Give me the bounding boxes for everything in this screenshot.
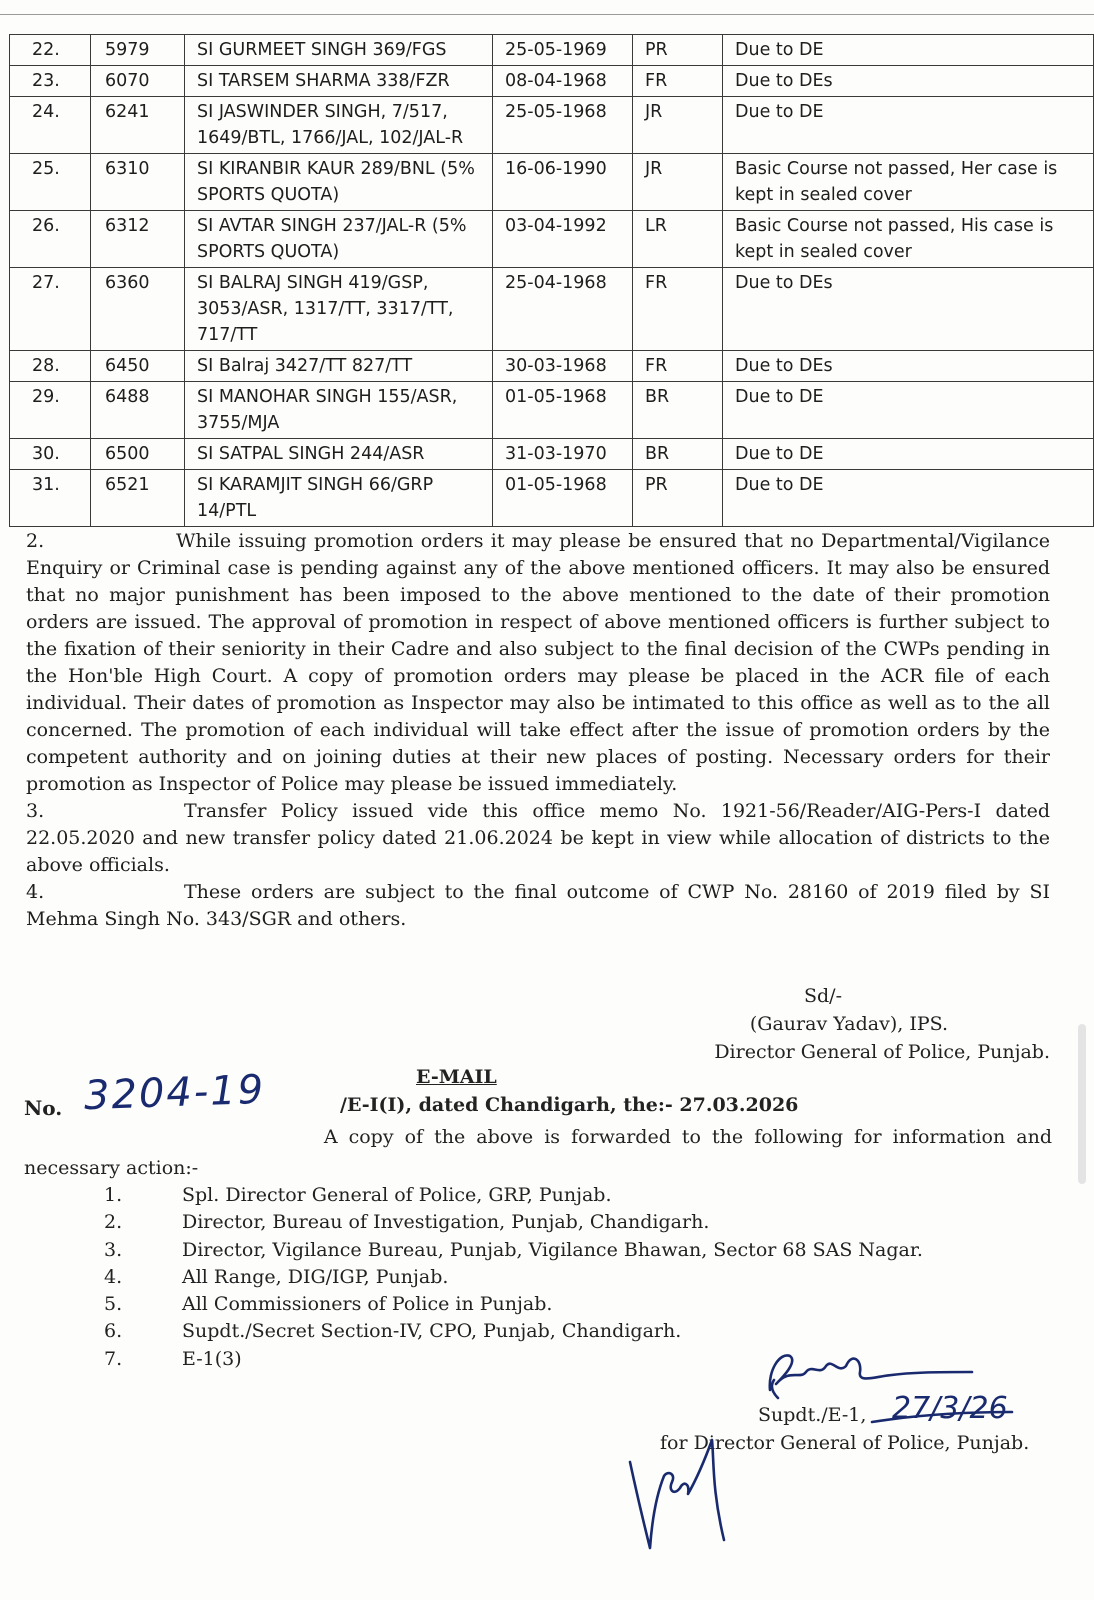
handwritten-date: 27/3/26	[892, 1391, 1008, 1426]
recipient-text: All Range, DIG/IGP, Punjab.	[182, 1265, 449, 1288]
employee-id-cell: 6521	[91, 470, 185, 527]
serial-number-cell: 30.	[10, 439, 91, 470]
range-code-cell: LR	[633, 211, 723, 268]
serial-number-cell: 26.	[10, 211, 91, 268]
remarks-cell: Due to DE	[723, 97, 1094, 154]
serial-number-cell: 25.	[10, 154, 91, 211]
officer-name-cell: SI KARAMJIT SINGH 66/GRP 14/PTL	[185, 470, 493, 527]
supdt-label: Supdt./E-1,	[758, 1404, 867, 1426]
recipient-number: 6.	[104, 1320, 123, 1343]
signatory-name: (Gaurav Yadav), IPS.	[749, 1013, 948, 1035]
recipient-text: Director, Bureau of Investigation, Punjab, Chandigarh.	[182, 1211, 710, 1234]
paragraph-text: While issuing promotion orders it may please be ensured that no Departmental/Vigilance Enquiry or Criminal case is pending against any of the above mentioned officers. It may also be ensured that no major punishment has been imposed to the above mentioned to the date of their promotion orders are issued. The approval of promotion in respect of above mentioned officers is further subject to the fixation of their seniority in their Cadre and also subject to the final decision of the CWPs pending in the Hon'ble High Court. A copy of promotion orders may please be placed in the ACR file of each individual. Their dates of promotion as Inspector may also be intimated to this office as well as to the all concerned. The promotion of each individual will take effect after the issue of promotion orders by the competent authority and on joining duties at their new places of posting. Necessary orders for their promotion as Inspector of Police may please be issued immediately.	[26, 530, 1050, 795]
remarks-cell: Due to DEs	[723, 351, 1094, 382]
serial-number-cell: 29.	[10, 382, 91, 439]
employee-id-cell: 6360	[91, 268, 185, 351]
paragraph-number: 2.	[26, 530, 45, 552]
officer-name-cell: SI MANOHAR SINGH 155/ASR, 3755/MJA	[185, 382, 493, 439]
paragraph-number: 4.	[26, 881, 45, 903]
employee-id-cell: 6450	[91, 351, 185, 382]
recipient-number: 4.	[104, 1265, 123, 1288]
employee-id-cell: 6241	[91, 97, 185, 154]
date-of-birth-cell: 30-03-1968	[493, 351, 633, 382]
endorsement-dated: /E-I(I), dated Chandigarh, the:- 27.03.2026	[340, 1094, 799, 1116]
recipient-text: Supdt./Secret Section-IV, CPO, Punjab, Chandigarh.	[182, 1320, 682, 1343]
range-code-cell: PR	[633, 35, 723, 66]
date-of-birth-cell: 31-03-1970	[493, 439, 633, 470]
remarks-cell: Basic Course not passed, His case is kept in sealed cover	[723, 211, 1094, 268]
serial-number-cell: 31.	[10, 470, 91, 527]
paragraph-text: Transfer Policy issued vide this office memo No. 1921-56/Reader/AIG-Pers-I dated 22.05.2020 and new transfer policy dated 21.06.2024 be kept in view while allocation of districts to the above officials.	[26, 800, 1050, 876]
recipient-number: 1.	[104, 1184, 123, 1206]
date-of-birth-cell: 25-05-1968	[493, 97, 633, 154]
range-code-cell: JR	[633, 97, 723, 154]
remarks-cell: Due to DEs	[723, 268, 1094, 351]
date-of-birth-cell: 01-05-1968	[493, 470, 633, 527]
range-code-cell: BR	[633, 439, 723, 470]
remarks-cell: Due to DE	[723, 35, 1094, 66]
recipient-number: 5.	[104, 1293, 123, 1316]
supdt-signature-scrawl	[770, 1355, 972, 1390]
date-of-birth-cell: 01-05-1968	[493, 382, 633, 439]
remarks-cell: Due to DEs	[723, 66, 1094, 97]
recipient-number: 2.	[104, 1211, 123, 1234]
copy-line-1: A copy of the above is forwarded to the following for information and	[323, 1126, 1052, 1148]
employee-id-cell: 6488	[91, 382, 185, 439]
employee-id-cell: 6500	[91, 439, 185, 470]
employee-id-cell: 6070	[91, 66, 185, 97]
range-code-cell: FR	[633, 66, 723, 97]
recipient-number: 7.	[104, 1347, 123, 1370]
copy-line-2: necessary action:-	[24, 1157, 199, 1179]
remarks-cell: Due to DE	[723, 439, 1094, 470]
remarks-cell: Basic Course not passed, Her case is kept in sealed cover	[723, 154, 1094, 211]
recipient-text: Director, Vigilance Bureau, Punjab, Vigilance Bhawan, Sector 68 SAS Nagar.	[182, 1238, 923, 1261]
officer-name-cell: SI TARSEM SHARMA 338/FZR	[185, 66, 493, 97]
employee-id-cell: 6312	[91, 211, 185, 268]
signatory-designation: Director General of Police, Punjab.	[714, 1041, 1050, 1063]
scrollbar[interactable]	[1078, 1024, 1086, 1184]
range-code-cell: FR	[633, 268, 723, 351]
endorsement-no-label: No.	[24, 1096, 63, 1120]
recipient-text: Spl. Director General of Police, GRP, Punjab.	[182, 1184, 612, 1206]
employee-id-cell: 6310	[91, 154, 185, 211]
paragraph-text: These orders are subject to the final outcome of CWP No. 28160 of 2019 filed by SI Mehma Singh No. 343/SGR and others.	[26, 881, 1050, 930]
officer-name-cell: SI SATPAL SINGH 244/ASR	[185, 439, 493, 470]
employee-id-cell: 5979	[91, 35, 185, 66]
paragraph-number: 3.	[26, 800, 45, 822]
signature-sd: Sd/-	[804, 985, 842, 1007]
range-code-cell: BR	[633, 382, 723, 439]
date-of-birth-cell: 03-04-1992	[493, 211, 633, 268]
date-of-birth-cell: 08-04-1968	[493, 66, 633, 97]
recipient-number: 3.	[104, 1238, 123, 1261]
handwritten-endorsement-number: 3204-19	[83, 1066, 266, 1120]
serial-number-cell: 23.	[10, 66, 91, 97]
range-code-cell: PR	[633, 470, 723, 527]
officer-name-cell: SI Balraj 3427/TT 827/TT	[185, 351, 493, 382]
serial-number-cell: 22.	[10, 35, 91, 66]
date-of-birth-cell: 25-05-1969	[493, 35, 633, 66]
date-of-birth-cell: 25-04-1968	[493, 268, 633, 351]
range-code-cell: JR	[633, 154, 723, 211]
date-of-birth-cell: 16-06-1990	[493, 154, 633, 211]
recipient-text: E-1(3)	[182, 1347, 242, 1370]
officer-name-cell: SI KIRANBIR KAUR 289/BNL (5% SPORTS QUOTA)	[185, 154, 493, 211]
officer-name-cell: SI GURMEET SINGH 369/FGS	[185, 35, 493, 66]
remarks-cell: Due to DE	[723, 470, 1094, 527]
serial-number-cell: 27.	[10, 268, 91, 351]
officer-name-cell: SI JASWINDER SINGH, 7/517, 1649/BTL, 1766/JAL, 102/JAL-R	[185, 97, 493, 154]
email-label: E-MAIL	[416, 1066, 497, 1088]
recipient-text: All Commissioners of Police in Punjab.	[182, 1293, 553, 1316]
remarks-cell: Due to DE	[723, 382, 1094, 439]
for-dgp-label: for Director General of Police, Punjab.	[660, 1432, 1030, 1454]
dgp-office-scrawl	[630, 1440, 724, 1548]
serial-number-cell: 24.	[10, 97, 91, 154]
officer-name-cell: SI BALRAJ SINGH 419/GSP, 3053/ASR, 1317/TT, 3317/TT, 717/TT	[185, 268, 493, 351]
serial-number-cell: 28.	[10, 351, 91, 382]
range-code-cell: FR	[633, 351, 723, 382]
officer-name-cell: SI AVTAR SINGH 237/JAL-R (5% SPORTS QUOTA)	[185, 211, 493, 268]
